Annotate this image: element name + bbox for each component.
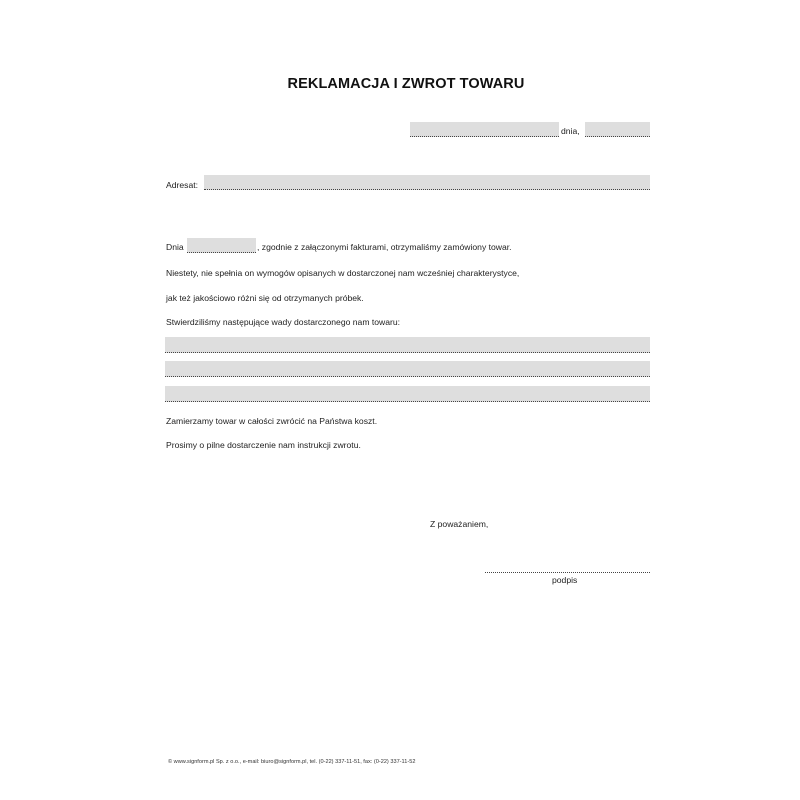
defect-field-2[interactable] — [165, 361, 650, 377]
addressee-field[interactable] — [204, 175, 650, 190]
body-line-6: Prosimy o pilne dostarczenie nam instrukcji zwrotu. — [166, 440, 361, 450]
place-field[interactable] — [410, 122, 559, 137]
footer-copyright: © www.signform.pl Sp. z o.o., e-mail: biuro@signform.pl, tel. (0-22) 337-11-51, fax: (0-22) 337-11-52 — [168, 759, 416, 765]
document-title: REKLAMACJA I ZWROT TOWARU — [287, 76, 525, 92]
addressee-label: Adresat: — [166, 180, 199, 190]
date-field[interactable] — [585, 122, 650, 137]
body-line-3: jak też jakościowo różni się od otrzymanych próbek. — [166, 293, 364, 303]
body-line-4: Stwierdziliśmy następujące wady dostarczonego nam towaru: — [166, 317, 401, 327]
closing-text: Z poważaniem, — [430, 519, 489, 529]
body-dnia-label: Dnia — [166, 242, 184, 252]
signature-label: podpis — [552, 575, 578, 585]
date-label: dnia, — [561, 126, 580, 136]
receipt-date-field[interactable] — [187, 238, 256, 253]
defect-field-1[interactable] — [165, 337, 650, 353]
signature-line[interactable] — [485, 566, 650, 573]
body-line-2: Niestety, nie spełnia on wymogów opisanych w dostarczonej nam wcześniej charakterystyce, — [166, 268, 520, 278]
body-line-1: , zgodnie z załączonymi fakturami, otrzymaliśmy zamówiony towar. — [257, 242, 512, 252]
defect-field-3[interactable] — [165, 386, 650, 402]
body-line-5: Zamierzamy towar w całości zwrócić na Państwa koszt. — [166, 416, 378, 426]
